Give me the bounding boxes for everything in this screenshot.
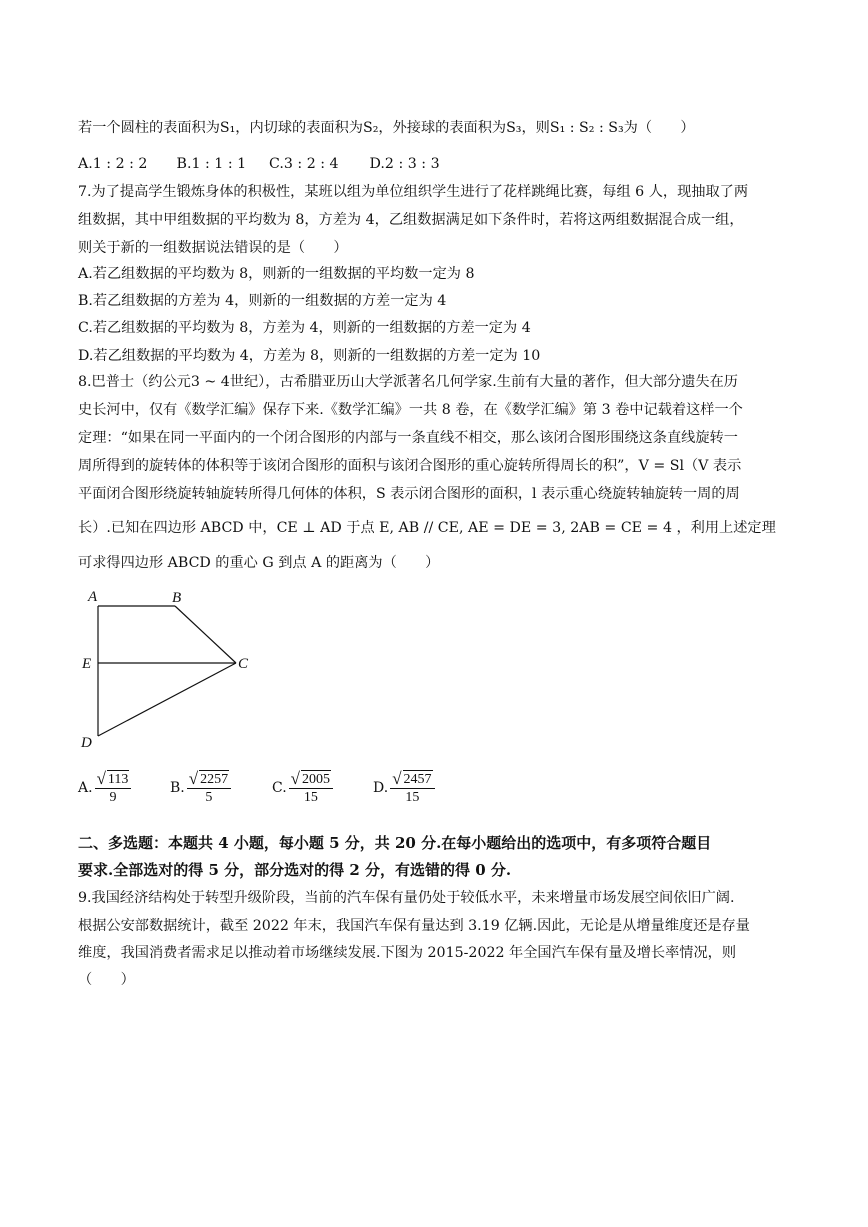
denominator: 15 bbox=[303, 790, 318, 805]
segment-cd bbox=[98, 663, 236, 736]
label-e: E bbox=[82, 656, 92, 672]
q6-option-c: C.3 : 2 : 4 bbox=[269, 156, 339, 172]
q8-option-b bbox=[170, 770, 231, 806]
fraction bbox=[187, 770, 231, 806]
q8-stem-line6: 长）.已知在四边形 ABCD 中，CE ⊥ AD 于点 E, AB // CE, AE = DE = 3, 2AB = CE = 4 ，利用上述定理 bbox=[78, 520, 776, 536]
denominator: 15 bbox=[405, 790, 420, 805]
q6-options bbox=[78, 156, 440, 172]
q8-option-c bbox=[272, 770, 333, 806]
q8-stem-line2: 史长河中，仅有《数学汇编》保存下来.《数学汇编》一共 8 卷，在《数学汇编》第 3 卷中记载着这样一个 bbox=[78, 402, 743, 418]
fraction bbox=[390, 770, 434, 806]
q9-stem-line3: 维度，我国消费者需求足以推动着市场继续发展.下图为 2015-2022 年全国汽车保有量及增长率情况，则 bbox=[78, 945, 737, 961]
q8-option-c-letter: C. bbox=[272, 780, 287, 796]
q6-stem: 若一个圆柱的表面积为S₁，内切球的表面积为S₂，外接球的表面积为S₃，则S₁ : S₂ : S₃为（ ） bbox=[78, 120, 695, 136]
q7-option-d: D.若乙组数据的平均数为 4，方差为 8，则新的一组数据的方差一定为 10 bbox=[78, 348, 541, 364]
radicand: 113 bbox=[107, 772, 129, 787]
fraction bbox=[95, 770, 132, 806]
q6-option-b: B.1 : 1 : 1 bbox=[176, 156, 247, 172]
q9-stem-line2: 根据公安部数据统计，截至 2022 年末，我国汽车保有量达到 3.19 亿辆.因此，无论是从增量维度还是存量 bbox=[78, 918, 750, 934]
q8-option-b-letter: B. bbox=[170, 780, 185, 796]
section-2-heading-line2: 要求.全部选对的得 5 分，部分选对的得 2 分，有选错的得 0 分. bbox=[78, 861, 512, 879]
quadrilateral-figure bbox=[78, 584, 278, 754]
q8-stem-line7: 可求得四边形 ABCD 的重心 G 到点 A 的距离为（ ） bbox=[78, 555, 440, 571]
label-a: A bbox=[88, 589, 98, 605]
q6-option-a: A.1 : 2 : 2 bbox=[78, 156, 148, 172]
q8-stem-line1: 8.巴普士（约公元3 ~ 4世纪），古希腊亚历山大学派著名几何学家.生前有大量的著作，但大部分遗失在历 bbox=[78, 374, 738, 390]
q6-option-d: D.2 : 3 : 3 bbox=[369, 156, 440, 172]
q9-stem-line1: 9.我国经济结构处于转型升级阶段，当前的汽车保有量仍处于较低水平，未来增量市场发展空间依旧广阔. bbox=[78, 890, 735, 906]
label-d: D bbox=[81, 735, 92, 751]
segment-bc bbox=[175, 606, 236, 663]
q7-stem-line1: 7.为了提高学生锻炼身体的积极性，某班以组为单位组织学生进行了花样跳绳比赛，每组 6 人，现抽取了两 bbox=[78, 184, 749, 200]
q8-stem-line4: 周所得到的旋转体的体积等于该闭合图形的面积与该闭合图形的重心旋转所得周长的积”，V = Sl（V 表示 bbox=[78, 458, 742, 474]
sqrt-symbol: √ bbox=[392, 769, 402, 788]
q7-stem-line2: 组数据，其中甲组数据的平均数为 8，方差为 4，乙组数据满足如下条件时，若将这两组数据混合成一组， bbox=[78, 212, 744, 228]
q7-option-c: C.若乙组数据的平均数为 8，方差为 4，则新的一组数据的方差一定为 4 bbox=[78, 320, 531, 336]
q8-option-a bbox=[78, 770, 131, 806]
q9-stem-line4: （ ） bbox=[78, 972, 135, 988]
q7-option-a: A.若乙组数据的平均数为 8，则新的一组数据的平均数一定为 8 bbox=[78, 266, 475, 282]
q8-stem-line5: 平面闭合图形绕旋转轴旋转所得几何体的体积，S 表示闭合图形的面积，l 表示重心绕旋转轴旋转一周的周 bbox=[78, 486, 740, 502]
sqrt-symbol: √ bbox=[96, 769, 106, 788]
fraction bbox=[289, 770, 333, 806]
q8-stem-line3: 定理：“如果在同一平面内的一个闭合图形的内部与一条直线不相交，那么该闭合图形围绕这条直线旋转一 bbox=[78, 430, 738, 446]
denominator: 5 bbox=[205, 790, 213, 805]
section-2-heading-line1: 二、多选题：本题共 4 小题，每小题 5 分，共 20 分.在每小题给出的选项中，有多项符合题目 bbox=[78, 834, 712, 852]
q8-option-a-letter: A. bbox=[78, 780, 93, 796]
sqrt-symbol: √ bbox=[290, 769, 301, 788]
radicand: 2457 bbox=[403, 772, 432, 787]
radicand: 2005 bbox=[302, 772, 331, 787]
q7-option-b: B.若乙组数据的方差为 4，则新的一组数据的方差一定为 4 bbox=[78, 293, 447, 309]
radicand: 2257 bbox=[200, 772, 229, 787]
label-b: B bbox=[172, 590, 182, 606]
sqrt-symbol: √ bbox=[188, 769, 199, 788]
q7-stem-line3: 则关于新的一组数据说法错误的是（ ） bbox=[78, 240, 348, 256]
denominator: 9 bbox=[109, 790, 117, 805]
q8-option-d-letter: D. bbox=[373, 780, 389, 796]
q8-option-d bbox=[373, 770, 435, 806]
label-c: C bbox=[238, 656, 249, 672]
